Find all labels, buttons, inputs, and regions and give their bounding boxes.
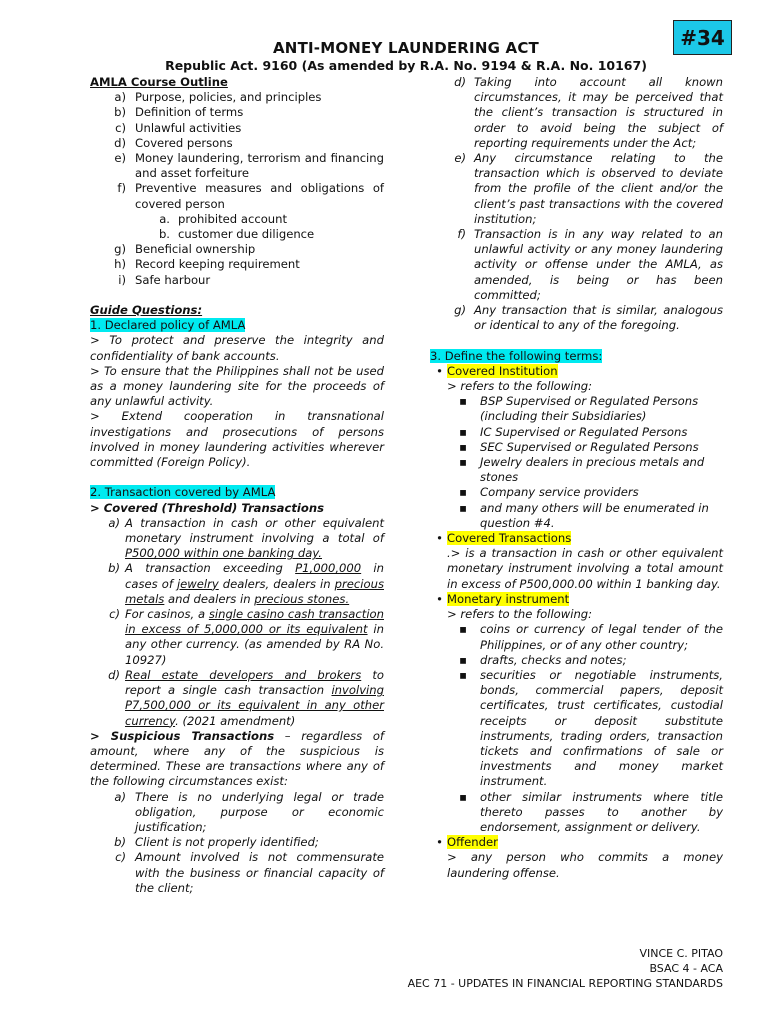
outline-list	[90, 90, 384, 288]
suspicious-item	[430, 303, 723, 333]
list-item-text: Covered persons	[135, 135, 233, 150]
outline-item	[90, 90, 384, 105]
list-item-text: Taking into account all known circumstances, it may be perceived that the client’s transaction is structured in order to avoid being the subject of reporting requirements under the Act;	[474, 75, 723, 150]
left-column	[90, 75, 384, 896]
list-marker: a.	[159, 211, 170, 226]
list-marker: ▪	[459, 394, 467, 409]
list-marker: ▪	[459, 789, 467, 804]
suspicious-list	[90, 790, 384, 896]
list-item-text: There is no underlying legal or trade obligation, purpose or economic justification;	[135, 789, 384, 834]
list-item-text: prohibited account	[178, 211, 288, 226]
covered-item: a) A transaction in cash or other equivalent monetary instrument involving a total of P500,000 within one banking day.	[108, 515, 384, 561]
bullet-item	[430, 440, 723, 455]
list-item-text: Beneficial ownership	[135, 242, 256, 257]
covered-institution-list	[430, 394, 723, 531]
page-title: ANTI-MONEY LAUNDERING ACT	[273, 39, 539, 57]
list-item-text: and many others will be enumerated in question #4.	[480, 500, 709, 530]
list-marker: a)	[114, 789, 126, 804]
list-item-text: other similar instruments where title thereto passes to another by endorsement, assignment or delivery.	[480, 789, 723, 834]
list-item-text: Preventive measures and obligations of covered person	[135, 181, 384, 211]
q2-heading: 2. Transaction covered by AMLA	[90, 485, 276, 500]
outline-item	[90, 227, 384, 242]
term-offender: • Offender	[436, 835, 498, 850]
term-heading: Covered Transactions	[447, 531, 572, 546]
list-marker: c)	[115, 850, 126, 865]
suspicious-item	[430, 151, 723, 227]
list-marker: f)	[117, 181, 126, 196]
term-covered-institution: • Covered Institution	[436, 363, 558, 378]
list-marker: g)	[114, 242, 126, 257]
list-item-text: Money laundering, terrorism and financing and asset forfeiture	[135, 151, 384, 181]
q1-paragraph: > To ensure that the Philippines shall not be used as a money laundering site for the proceeds of any unlawful activity.	[90, 363, 384, 409]
suspicious-paragraph: > Suspicious Transactions – regardless of amount, where any of the suspicious is determined. These are transactions where any of the following circumstances exist:	[90, 728, 384, 789]
bullet-item	[430, 668, 723, 790]
footer	[408, 946, 723, 991]
outline-item	[90, 105, 384, 120]
bullet-item	[430, 790, 723, 836]
covered-item: b) A transaction exceeding P1,000,000 in cases of jewelry dealers, dealers in precious metals and dealers in precious stones.	[108, 561, 384, 606]
bullet-item	[430, 485, 723, 500]
suspicious-list-continued	[430, 75, 723, 333]
list-item-text: securities or negotiable instruments, bonds, commercial papers, deposit certificates, trust certificates, custodial receipts or deposit substitute instruments, trading orders, transaction tickets and confirmations of sale or investments and money market instrument.	[480, 667, 723, 789]
list-marker: ▪	[459, 455, 467, 470]
q1-heading: 1. Declared policy of AMLA	[90, 318, 246, 333]
outline-item	[90, 212, 384, 227]
list-item-text: IC Supervised or Regulated Persons	[480, 424, 688, 439]
list-item-text: Company service providers	[480, 485, 639, 500]
outline-item	[90, 136, 384, 151]
suspicious-item	[430, 227, 723, 303]
list-marker: d)	[114, 135, 126, 150]
suspicious-item	[430, 75, 723, 151]
list-item-text: Definition of terms	[135, 105, 244, 120]
list-marker: b)	[114, 105, 126, 120]
outline-item	[90, 242, 384, 257]
suspicious-item	[90, 850, 384, 896]
term-definition: .> is a transaction in cash or other equivalent monetary instrument involving a total amount in excess of P500,000.00 within 1 banking day.	[447, 546, 723, 591]
list-marker: ▪	[459, 485, 467, 500]
list-marker: i)	[118, 272, 126, 287]
list-item-text: Safe harbour	[135, 272, 211, 287]
author-name: VINCE C. PITAO	[639, 947, 723, 960]
right-column	[430, 75, 723, 881]
list-item-text: Transaction is in any way related to an unlawful activity or any money laundering activity or offense under the AMLA, as amended, is being or has been committed;	[474, 227, 723, 302]
list-marker: ▪	[459, 667, 467, 682]
suspicious-item	[90, 790, 384, 836]
page-subtitle: Republic Act. 9160 (As amended by R.A. No. 9194 & R.A. No. 10167)	[165, 58, 647, 73]
list-marker: ▪	[459, 500, 467, 515]
list-marker: ▪	[459, 652, 467, 667]
outline-item	[90, 121, 384, 136]
covered-item: d) Real estate developers and brokers to report a single cash transaction involving P7,500,000 or its equivalent in any other currency. (2021 amendment)	[108, 667, 384, 728]
term-definition: > any person who commits a money laundering offense.	[447, 850, 723, 880]
list-marker: d)	[454, 75, 466, 89]
list-item-text: Any transaction that is similar, analogous or identical to any of the foregoing.	[474, 303, 723, 333]
term-lead: > refers to the following:	[447, 607, 593, 622]
bullet-item	[430, 653, 723, 668]
outline-item	[90, 181, 384, 211]
list-marker: b.	[158, 227, 170, 242]
list-marker: e)	[114, 151, 126, 166]
term-heading: Covered Institution	[447, 363, 558, 378]
list-marker: ▪	[459, 439, 467, 454]
term-lead: > refers to the following:	[447, 379, 593, 394]
list-marker: a)	[114, 90, 126, 105]
list-item-text: Client is not properly identified;	[135, 835, 319, 850]
q1-paragraph: > To protect and preserve the integrity and confidentiality of bank accounts.	[90, 333, 384, 363]
list-item-text: Purpose, policies, and principles	[135, 90, 322, 105]
monetary-instrument-list	[430, 622, 723, 835]
list-item-text: Any circumstance relating to the transaction which is observed to deviate from the profile of the client and/or the client’s past transactions with the covered institution;	[474, 151, 723, 226]
list-marker: b)	[114, 835, 126, 850]
term-covered-transactions: • Covered Transactions	[436, 531, 572, 546]
list-item-text: Amount involved is not commensurate with the business or financial capacity of the client;	[135, 850, 384, 895]
term-heading: Offender	[447, 835, 498, 850]
q3-heading: 3. Define the following terms:	[430, 348, 603, 363]
term-heading: Monetary instrument	[447, 591, 570, 606]
list-marker: g)	[454, 303, 466, 318]
list-item-text: Record keeping requirement	[135, 257, 300, 272]
page-number-badge: #34	[673, 20, 732, 55]
bullet-item	[430, 455, 723, 485]
course-code: BSAC 4 - ACA	[649, 962, 723, 975]
bullet-item	[430, 622, 723, 652]
q1-paragraph: > Extend cooperation in transnational investigations and prosecutions of persons involved in money laundering activities wherever committed (Foreign Policy).	[90, 409, 384, 470]
list-item-text: coins or currency of legal tender of the Philippines, or of any other country;	[480, 622, 723, 652]
guide-questions-heading: Guide Questions:	[90, 303, 203, 318]
list-item-text: BSP Supervised or Regulated Persons (including their Subsidiaries)	[480, 394, 699, 424]
list-marker: f)	[457, 227, 466, 242]
bullet-item	[430, 501, 723, 531]
list-item-text: drafts, checks and notes;	[480, 652, 627, 667]
outline-item	[90, 257, 384, 272]
outline-item	[90, 273, 384, 288]
list-marker: c)	[115, 120, 126, 135]
subject-title: AEC 71 - UPDATES IN FINANCIAL REPORTING STANDARDS	[407, 977, 723, 990]
covered-item: c) For casinos, a single casino cash transaction in excess of 5,000,000 or its equivalent in any other currency. (as amended by RA No. 10927)	[109, 607, 384, 667]
list-item-text: Jewelry dealers in precious metals and stones	[480, 455, 705, 485]
term-monetary-instrument: • Monetary instrument	[436, 591, 570, 606]
list-item-text: customer due diligence	[178, 227, 315, 242]
list-marker: ▪	[459, 622, 467, 637]
list-marker: h)	[114, 257, 126, 272]
suspicious-item	[90, 835, 384, 850]
outline-item	[90, 151, 384, 181]
list-marker: e)	[454, 151, 466, 166]
list-item-text: SEC Supervised or Regulated Persons	[480, 439, 699, 454]
bullet-item	[430, 425, 723, 440]
list-marker: ▪	[459, 424, 467, 439]
covered-transactions-heading: > Covered (Threshold) Transactions	[90, 500, 324, 515]
outline-heading: AMLA Course Outline	[90, 75, 228, 89]
bullet-item	[430, 394, 723, 424]
list-item-text: Unlawful activities	[135, 120, 242, 135]
